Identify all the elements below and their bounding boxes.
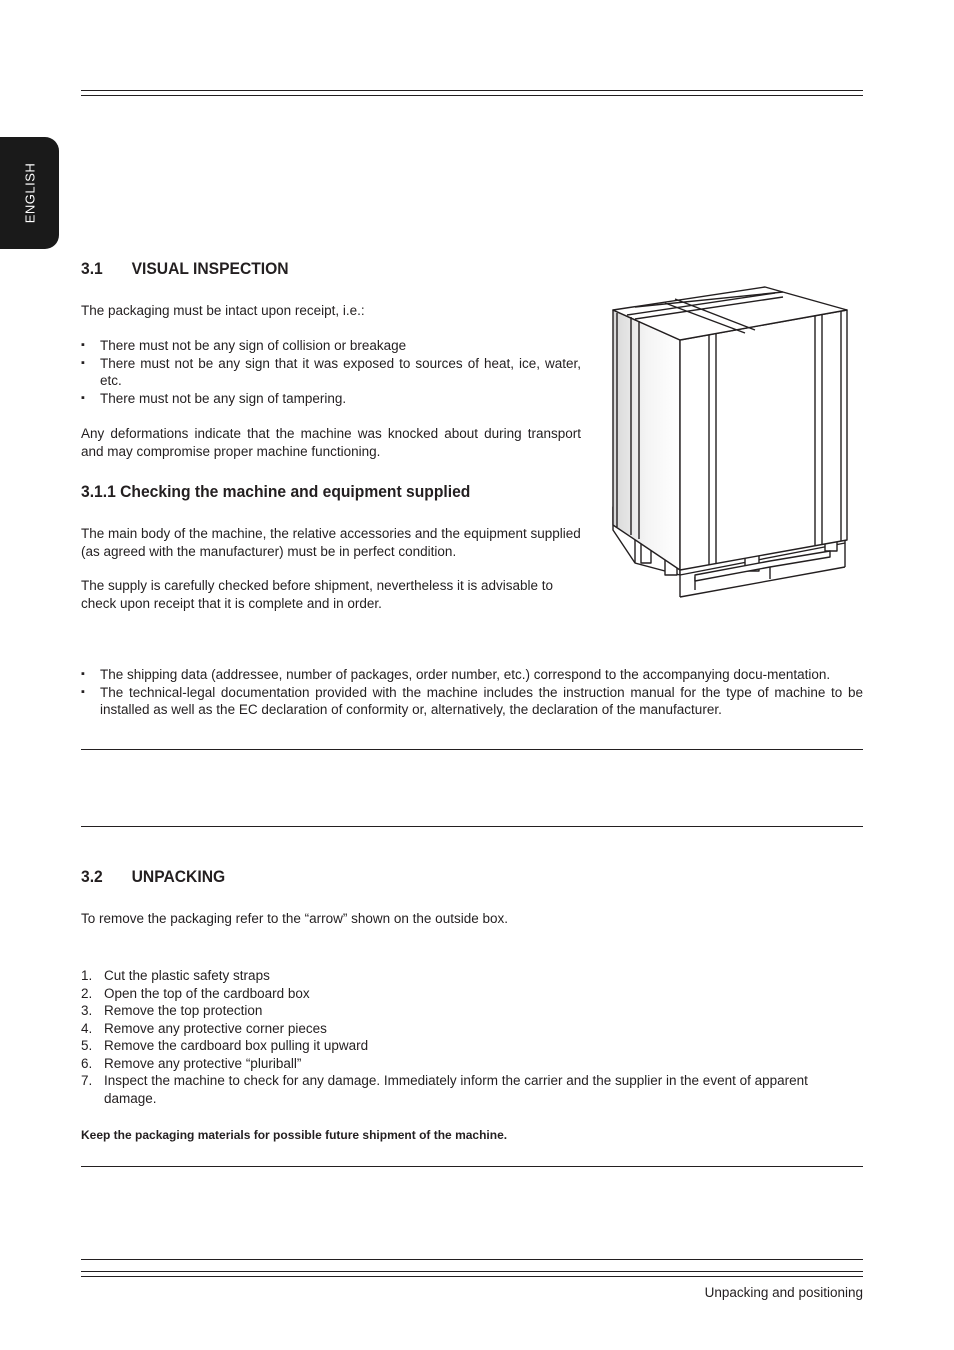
- bottom-rule: [81, 1271, 863, 1277]
- checking-paragraph-2: The supply is carefully checked before shipment, nevertheless it is advisable to check upon receipt that it is complete and in order.: [81, 578, 553, 611]
- list-item: ▪ There must not be any sign of tampering.: [81, 390, 581, 408]
- list-item: ▪ The technical-legal documentation provided with the machine includes the instruction manual for the type of machine to be installed as well as the EC declaration of conformity or, alternatively, the declaration of the manufacturer.: [81, 684, 863, 719]
- list-item: 3. Remove the top protection: [81, 1003, 263, 1018]
- checking-bullet-list: [81, 666, 863, 719]
- list-item: ▪ The shipping data (addressee, number of packages, order number, etc.) correspond to the accompanying docu-mentation.: [81, 666, 863, 684]
- list-item: 1. Cut the plastic safety straps: [81, 968, 270, 983]
- section-3-1-heading: [81, 259, 289, 279]
- footer-section-name: Unpacking and positioning: [704, 1285, 863, 1300]
- section-number: 3.1: [81, 259, 103, 278]
- separator-rule: [81, 1166, 863, 1167]
- packaging-note: Keep the packaging materials for possible future shipment of the machine.: [81, 1128, 508, 1142]
- list-item: 5. Remove the cardboard box pulling it upward: [81, 1038, 369, 1053]
- list-item: ▪ There must not be any sign of collision or breakage: [81, 337, 581, 355]
- inspection-intro: The packaging must be intact upon receipt, i.e.:: [81, 303, 365, 318]
- separator-rule: [81, 749, 863, 750]
- section-3-1-1-heading: 3.1.1 Checking the machine and equipment supplied: [81, 482, 471, 501]
- unpacking-steps-list: [81, 967, 863, 1107]
- packaged-machine-illustration: [605, 285, 855, 605]
- section-title: UNPACKING: [131, 867, 226, 886]
- section-3-2-heading: [81, 867, 225, 887]
- inspection-bullet-list: [81, 337, 581, 407]
- top-rule: [81, 90, 863, 96]
- separator-rule: [81, 1259, 863, 1260]
- language-tab: [0, 137, 59, 249]
- section-title: VISUAL INSPECTION: [131, 259, 289, 278]
- list-item: 6. Remove any protective “pluriball”: [81, 1055, 302, 1071]
- list-item: 4. Remove any protective corner pieces: [81, 1020, 327, 1036]
- checking-paragraph-1: The main body of the machine, the relative accessories and the equipment supplied (as agreed with the manufacturer) must be in perfect condition.: [81, 526, 581, 559]
- section-number: 3.2: [81, 867, 103, 886]
- list-item: 2. Open the top of the cardboard box: [81, 985, 310, 1001]
- unpacking-intro: To remove the packaging refer to the “arrow” shown on the outside box.: [81, 911, 508, 926]
- list-item: ▪ There must not be any sign that it was exposed to sources of heat, ice, water, etc.: [81, 355, 581, 390]
- list-item: 7. Inspect the machine to check for any damage. Immediately inform the carrier and the supplier in the event of apparent damage.: [81, 1073, 808, 1106]
- separator-rule: [81, 826, 863, 827]
- deformations-paragraph: Any deformations indicate that the machine was knocked about during transport and may compromise proper machine functioning.: [81, 426, 581, 459]
- language-tab-label: ENGLISH: [22, 162, 37, 224]
